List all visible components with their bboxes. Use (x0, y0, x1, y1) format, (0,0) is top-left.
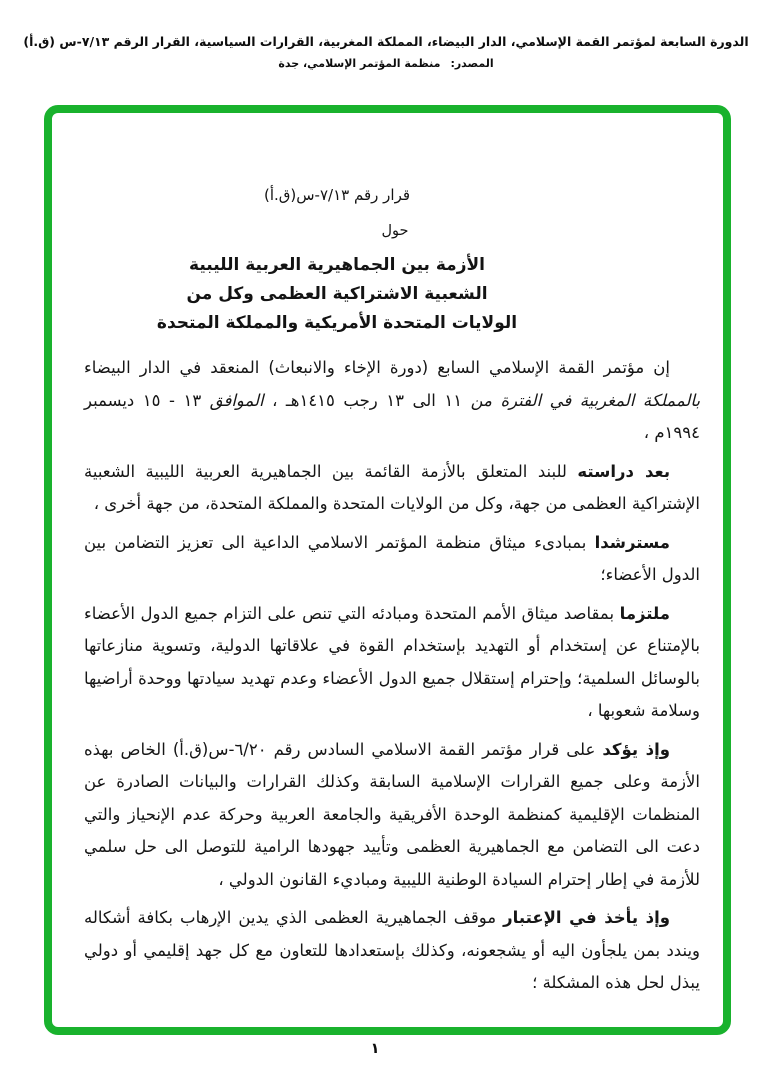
header-citation: الدورة السابعة لمؤتمر القمة الإسلامي، الدار البيضاء، المملكة المغربية، القرارات السياسية، القرار الرقم ٧/١٣-س (ق.أ) (23, 34, 749, 49)
preamble-script-segment-1: بالمملكة المغربية في الفترة من (470, 390, 701, 410)
resolution-about-word: حول (381, 223, 409, 239)
paragraph-taking-into-account (84, 902, 700, 1000)
resolution-body (84, 352, 700, 1006)
paragraph-lead-word: مسترشدا (594, 532, 670, 552)
paragraph-guided-by (84, 527, 700, 592)
page-number: ١ (370, 1041, 380, 1057)
resolution-title-line-1: الأزمة بين الجماهيرية العربية الليبية (189, 255, 485, 275)
paragraph-text: على قرار مؤتمر القمة الاسلامي السادس رقم ٦/٢٠-س(ق.أ) الخاص بهذه الأزمة وعلى جميع القرارات الإسلامية السابقة وكذلك القرارات والبيانات الصادرة عن المنظمات الإقليمية كمنظمة الوحدة الأفريقية والجامعة العربية وحركة عدم الإنحياز والتي دعت الى التضامن مع الجماهيرية العظمى وتأييد جهودها الرامية للتوصل الى حل سلمي للأزمة في إطار إحترام السيادة الوطنية الليبية ومباديء القانون الدولي ، (84, 739, 700, 889)
resolution-number-line: قرار رقم ٧/١٣-س(ق.أ) (263, 186, 411, 204)
paragraph-lead-word: وإذ يأخذ في الإعتبار (503, 908, 670, 927)
paragraph-lead-word: وإذ يؤكد (602, 739, 670, 759)
paragraph-text: موقف الجماهيرية العظمى الذي يدين الإرهاب بكافة أشكاله ويندد بمن يلجأون اليه أو يشجعونه، وكذلك بإستعدادها للتعاون مع كل جهد إقليمي أو دولي يبذل لحل هذه المشكلة ؛ (84, 908, 700, 992)
paragraph-text: بمقاصد ميثاق الأمم المتحدة ومبادئه التي تنص على التزام جميع الدول الأعضاء بالإمتناع عن إستخدام أو التهديد بإستخدام القوة في علاقاتها الدولية، وتسوية منازعاتها بالوسائل السلمية؛ وإحترام إستقلال جميع الدول الأعضاء وعدم تهديد سيادتها ووحدة أراضيها وسلامة شعوبها ، (84, 603, 700, 720)
preamble-text-3: ١٣ - ١٥ ديسمبر ١٩٩٤م ، (84, 390, 700, 442)
paragraph-reaffirming (84, 734, 700, 897)
paragraph-after-study (84, 456, 700, 521)
header-source (0, 57, 772, 70)
resolution-title-block (62, 181, 612, 338)
header-source-label: المصدر: (450, 57, 494, 70)
header-source-value: منظمة المؤتمر الإسلامي، جدة (278, 57, 441, 70)
paragraph-text: للبند المتعلق بالأزمة القائمة بين الجماهيرية العربية الليبية الشعبية الإشتراكية العظمى من جهة، وكل من الولايات المتحدة والمملكة المتحدة، من جهة أخرى ، (84, 461, 700, 513)
paragraph-committed (84, 598, 700, 728)
paragraph-preamble (84, 352, 700, 450)
resolution-title-line-3: الولايات المتحدة الأمريكية والمملكة المتحدة (156, 313, 518, 333)
paragraph-text: بمبادىء ميثاق منظمة المؤتمر الاسلامي الداعية الى تعزيز التضامن بين الدول الأعضاء؛ (84, 532, 700, 584)
paragraph-lead-word: ملتزما (619, 603, 670, 623)
resolution-title-line-2: الشعبية الاشتراكية العظمى وكل من (186, 284, 488, 304)
document-header (0, 34, 772, 70)
preamble-text-2: ١١ الى ١٣ رجب ١٤١٥هـ ، (263, 390, 471, 410)
preamble-text-1: إن مؤتمر القمة الإسلامي السابع (دورة الإخاء والانبعاث) المنعقد في الدار البيضاء (84, 358, 670, 377)
preamble-script-segment-2: الموافق (209, 390, 264, 410)
paragraph-lead-word: بعد دراسته (577, 461, 671, 481)
